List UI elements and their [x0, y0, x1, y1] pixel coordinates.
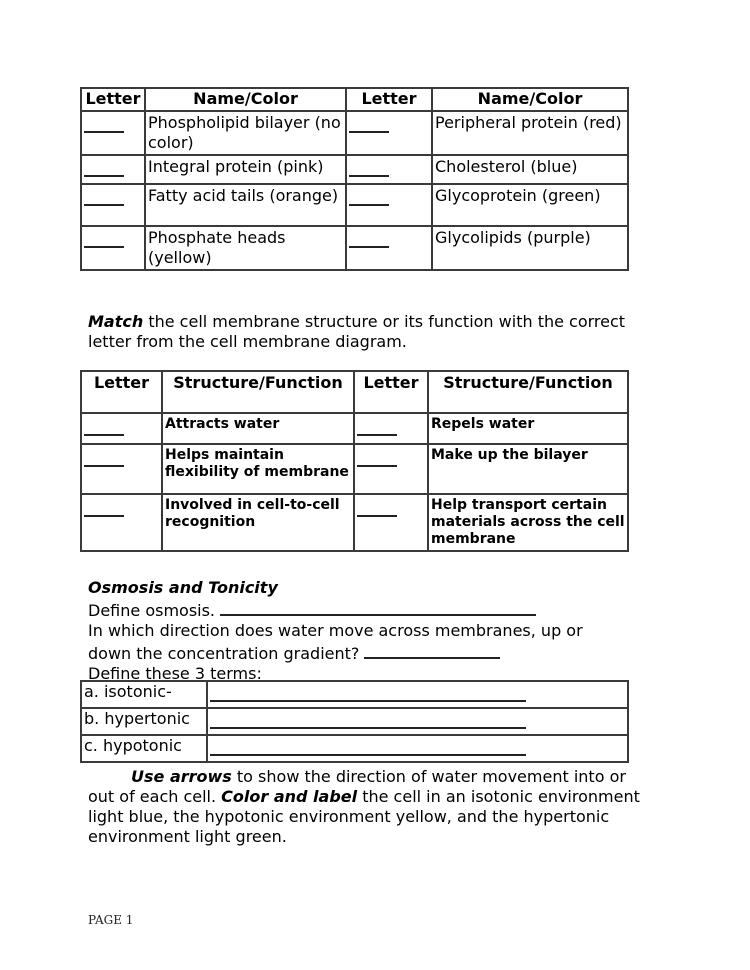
table-row [81, 494, 628, 551]
letter-answer-blank[interactable] [81, 111, 145, 155]
term-label: a. isotonic- [81, 681, 207, 708]
function-text: Attracts water [162, 413, 354, 444]
letter-answer-blank[interactable] [354, 444, 428, 494]
answer-blank-direction[interactable] [364, 641, 500, 659]
letter-header: Letter [354, 371, 428, 413]
letter-answer-blank[interactable] [81, 184, 145, 226]
part-name: Cholesterol (blue) [432, 155, 628, 184]
instruction-text: to show the direction of water movement into or out of each cell. [88, 767, 626, 806]
table-row [81, 708, 628, 735]
table-row [81, 155, 628, 184]
part-name: Phosphate heads (yellow) [145, 226, 346, 270]
definition-blank[interactable] [207, 708, 628, 735]
function-text: Involved in cell-to-cell recognition [162, 494, 354, 551]
table-header-row [81, 371, 628, 413]
question-water-direction-line1: In which direction does water move across membranes, up or [88, 621, 583, 640]
letter-answer-blank[interactable] [81, 444, 162, 494]
question-text: Define osmosis. [88, 601, 216, 620]
match-instruction-text: the cell membrane structure or its function with the correct letter from the cell membrane diagram. [88, 312, 626, 351]
function-text: Repels water [428, 413, 628, 444]
part-name: Fatty acid tails (orange) [145, 184, 346, 226]
color-label-bold: Color and label [221, 787, 358, 806]
section-heading: Osmosis and Tonicity [88, 578, 278, 597]
letter-answer-blank[interactable] [81, 226, 145, 270]
question-define-osmosis [88, 598, 648, 621]
letter-answer-blank[interactable] [81, 494, 162, 551]
function-text: Help transport certain materials across the cell membrane [428, 494, 628, 551]
part-name: Peripheral protein (red) [432, 111, 628, 155]
term-label: c. hypotonic [81, 735, 207, 762]
table-row [81, 444, 628, 494]
definition-blank[interactable] [207, 735, 628, 762]
letter-header: Letter [81, 371, 162, 413]
use-arrows-bold: Use arrows [131, 767, 232, 786]
letter-answer-blank[interactable] [354, 413, 428, 444]
instruction-text: the cell in an isotonic environment light blue, the hypotonic environment yellow, and the hypertonic environment light green. [88, 787, 640, 846]
arrows-instruction [88, 767, 648, 847]
table-row [81, 184, 628, 226]
match-bold-word: Match [88, 312, 144, 331]
part-name: Phospholipid bilayer (no color) [145, 111, 346, 155]
page-number: PAGE 1 [88, 913, 134, 927]
table-row [81, 735, 628, 762]
function-text: Helps maintain flexibility of membrane [162, 444, 354, 494]
term-label: b. hypertonic [81, 708, 207, 735]
letter-answer-blank[interactable] [81, 413, 162, 444]
table-row [81, 413, 628, 444]
definition-blank[interactable] [207, 681, 628, 708]
structure-function-table [80, 370, 629, 552]
osmosis-section [88, 578, 648, 684]
letter-answer-blank[interactable] [354, 494, 428, 551]
letter-answer-blank[interactable] [81, 155, 145, 184]
name-color-header: Name/Color [432, 88, 628, 111]
tonicity-terms-table [80, 680, 629, 763]
structure-function-header: Structure/Function [162, 371, 354, 413]
structure-function-header: Structure/Function [428, 371, 628, 413]
question-text: down the concentration gradient? [88, 644, 360, 663]
membrane-parts-table [80, 87, 629, 271]
part-name: Glycoprotein (green) [432, 184, 628, 226]
name-color-header: Name/Color [145, 88, 346, 111]
question-water-direction-line2 [88, 641, 648, 664]
function-text: Make up the bilayer [428, 444, 628, 494]
letter-answer-blank[interactable] [346, 184, 432, 226]
table-row [81, 226, 628, 270]
letter-header: Letter [346, 88, 432, 111]
table-row [81, 111, 628, 155]
letter-answer-blank[interactable] [346, 155, 432, 184]
table-header-row [81, 88, 628, 111]
letter-header: Letter [81, 88, 145, 111]
part-name: Integral protein (pink) [145, 155, 346, 184]
part-name: Glycolipids (purple) [432, 226, 628, 270]
match-instruction [88, 312, 648, 352]
letter-answer-blank[interactable] [346, 111, 432, 155]
answer-blank-osmosis[interactable] [220, 598, 536, 616]
table-row [81, 681, 628, 708]
question-define-terms: Define these 3 terms: [88, 664, 262, 683]
letter-answer-blank[interactable] [346, 226, 432, 270]
